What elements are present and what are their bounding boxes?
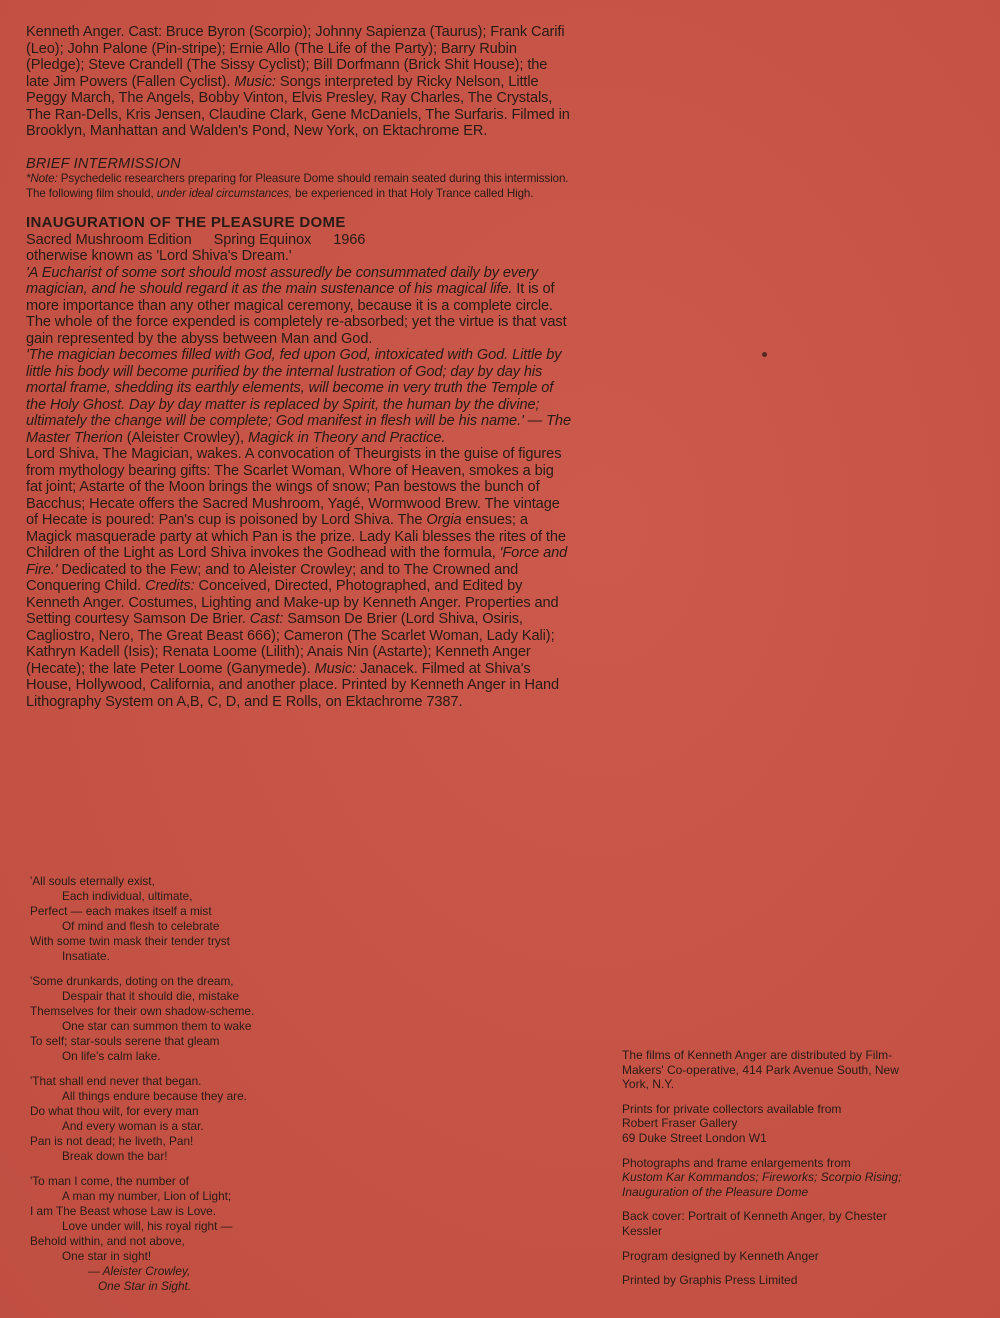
poem-attribution: — Aleister Crowley,	[88, 1264, 191, 1278]
synopsis-part-3: Dedicated to the Few; and to Aleister Crowley; and to The Crowned and Conquering Child.	[26, 561, 519, 594]
distribution-note: The films of Kenneth Anger are distributed by Film-Makers' Co-operative, 414 Park Avenue South, New York, N.Y.	[622, 1048, 899, 1092]
designer-note: Program designed by Kenneth Anger	[622, 1248, 819, 1263]
photographs-films: Kustom Kar Kommandos; Fireworks; Scorpio Rising; Inauguration of the Pleasure Dome	[622, 1170, 902, 1199]
poem-line: Do what thou wilt, for every man	[30, 1104, 199, 1118]
film-music-text: Janacek. Filmed at Shiva's House, Hollywood, California, and another place. Printed by Kenneth Anger in Hand Lithography System on A,B, C, D, and E Rolls, on Ektachrome 7387.	[26, 660, 560, 710]
poem-line: Of mind and flesh to celebrate	[62, 919, 220, 933]
note-text-2: be experienced in that Holy Trance called High.	[292, 186, 534, 200]
poem-line: 'Some drunkards, doting on the dream,	[30, 974, 234, 988]
poem-line: I am The Beast whose Law is Love.	[30, 1204, 217, 1218]
prints-line-2: Robert Fraser Gallery	[622, 1116, 738, 1131]
poem-line: One star in sight!	[62, 1249, 152, 1263]
quote1-text: It is of more importance than any other magical ceremony, because it is a complete circle. The whole of the force expended is completely re-absorbed; yet the virtue is that vast gain represented by the abyss between Man and God.	[26, 281, 567, 347]
synopsis-part-2: ensues; a Magick masquerade party at which Pan is the prize. Lady Kali blesses the rites of the Children of the Light as Lord Shiva invokes the Godhead with the formula,	[26, 512, 566, 561]
poem-line: 'To man I come, the number of	[30, 1174, 189, 1188]
film-edition-line	[26, 232, 571, 249]
main-text-column	[26, 24, 571, 710]
prints-line-3: 69 Duke Street London W1	[622, 1130, 767, 1145]
poem-line: 'All souls eternally exist,	[30, 874, 155, 888]
poem-line: A man my number, Lion of Light;	[62, 1189, 232, 1203]
note-text-1: Psychedelic researchers preparing for Pleasure Dome should remain seated during this intermission. The following film should,	[26, 172, 569, 200]
poem-line: One star can summon them to wake	[62, 1019, 252, 1033]
quote1-italic: 'A Eucharist of some sort should most assuredly be consummated daily by every magician, and he should regard it as the main sustenance of his magical life.	[26, 264, 539, 297]
credits-label: Credits:	[145, 578, 195, 594]
cast-text: Samson De Brier (Lord Shiva, Osiris, Cagliostro, Nero, The Great Beast 666); Cameron (The Scarlet Woman, Lady Kali); Kathryn Kadell (Isis); Renata Loome (Lilith); Anais Nin (Astarte); Kenneth Anger (Hecate); the late Peter Loome (Ganymede).	[26, 611, 555, 677]
paper-speck	[762, 352, 767, 357]
season: Spring Equinox	[213, 231, 312, 248]
printer-note: Printed by Graphis Press Limited	[622, 1273, 798, 1288]
poem-line: 'That shall end never that began.	[30, 1074, 202, 1088]
poem-line: Break down the bar!	[62, 1149, 168, 1163]
synopsis-formula: 'Force and Fire.'	[26, 545, 568, 578]
music-label: Music:	[234, 73, 276, 90]
cast-paragraph	[26, 24, 571, 140]
poem-line: Insatiate.	[62, 949, 110, 963]
crowley-quote-2	[26, 347, 571, 446]
quote2-book: Magick in Theory and Practice.	[247, 429, 446, 446]
poem-stanza-3	[30, 1074, 360, 1164]
film-music-label: Music:	[314, 660, 357, 677]
poem-line: Behold within, and not above,	[30, 1234, 185, 1248]
photographs-line-1: Photographs and frame enlargements from	[622, 1155, 851, 1170]
film-synopsis	[26, 446, 571, 710]
poem-line: Love under will, his royal right —	[62, 1219, 233, 1233]
back-cover-note: Back cover: Portrait of Kenneth Anger, by Chester Kessler	[622, 1209, 887, 1238]
poem-source: One Star in Sight.	[98, 1279, 192, 1293]
crowley-poem	[30, 874, 360, 1294]
quote2-attrib: (Aleister Crowley),	[122, 429, 248, 446]
synopsis-orgia: Orgia	[426, 512, 462, 528]
distribution-credits	[622, 1048, 922, 1298]
credits-text: Conceived, Directed, Photographed, and Edited by Kenneth Anger. Costumes, Lighting and Make-up by Kenneth Anger. Properties and Setting courtesy Samson De Brier.	[26, 578, 559, 627]
poem-line: Perfect — each makes itself a mist	[30, 904, 212, 918]
poem-line: All things endure because they are.	[62, 1089, 247, 1103]
film-aka: otherwise known as 'Lord Shiva's Dream.'	[26, 248, 292, 264]
intermission-heading: BRIEF INTERMISSION	[26, 155, 181, 172]
film-title: INAUGURATION OF THE PLEASURE DOME	[26, 214, 346, 231]
poem-line: On life's calm lake.	[62, 1049, 161, 1063]
poem-line: To self; star-souls serene that gleam	[30, 1034, 220, 1048]
cast-label: Cast:	[249, 611, 284, 627]
prints-note	[622, 1102, 922, 1146]
poem-line: And every woman is a star.	[62, 1119, 204, 1133]
poem-line: Each individual, ultimate,	[62, 889, 193, 903]
poem-stanza-4	[30, 1174, 360, 1294]
cast-list: Kenneth Anger. Cast: Bruce Byron (Scorpio); Johnny Sapienza (Taurus); Frank Carifi (Leo); John Palone (Pin-stripe); Ernie Allo (The Life of the Party); Barry Rubin (Pledge); Steve Crandell (The Sissy Cyclist); Bill Dorfmann (Brick Shit House); the late Jim Powers (Fallen Cyclist).	[26, 24, 565, 90]
crowley-quote-1	[26, 265, 571, 348]
intermission-note	[26, 172, 571, 201]
poem-line: With some twin mask their tender tryst	[30, 934, 230, 948]
year: 1966	[333, 231, 366, 248]
prints-line-1: Prints for private collectors available from	[622, 1101, 842, 1116]
poem-stanza-2	[30, 974, 360, 1064]
edition: Sacred Mushroom Edition	[26, 231, 192, 248]
synopsis-part-1: Lord Shiva, The Magician, wakes. A convocation of Theurgists in the guise of figures from mythology bearing gifts: The Scarlet Woman, Whore of Heaven, smokes a big fat joint; Astarte of the Moon brings the wings of snow; Pan bestows the bunch of Bacchus; Hecate offers the Sacred Mushroom, Yagé, Wormwood Brew. The vintage of Hecate is poured: Pan's cup is poisoned by Lord Shiva. The	[26, 446, 562, 528]
note-label: *Note:	[26, 172, 58, 185]
poem-line: Themselves for their own shadow-scheme.	[30, 1004, 255, 1018]
music-list: Songs interpreted by Ricky Nelson, Little Peggy March, The Angels, Bobby Vinton, Elvis Presley, Ray Charles, The Crystals, The Ran-Dells, Kris Jensen, Claudine Clark, Gene McDaniels, The Surfaris. Filmed in Brooklyn, Manhattan and Walden's Pond, New York, on Ektachrome ER.	[26, 73, 570, 139]
poem-line: Despair that it should die, mistake	[62, 989, 240, 1003]
poem-line: Pan is not dead; he liveth, Pan!	[30, 1134, 194, 1148]
photographs-note	[622, 1156, 922, 1200]
quote2-italic: 'The magician becomes filled with God, fed upon God, intoxicated with God. Little by little his body will become purified by the internal lustration of God; day by day his mortal frame, shedding its earthly elements, will become in very truth the Temple of the Holy Ghost. Day by day matter is replaced by Spirit, the human by the divine; ultimately the change will be complete; God manifest in flesh will be his name.' — The Master Therion	[26, 347, 571, 446]
note-italic: under ideal circumstances,	[156, 186, 293, 200]
poem-stanza-1	[30, 874, 360, 964]
